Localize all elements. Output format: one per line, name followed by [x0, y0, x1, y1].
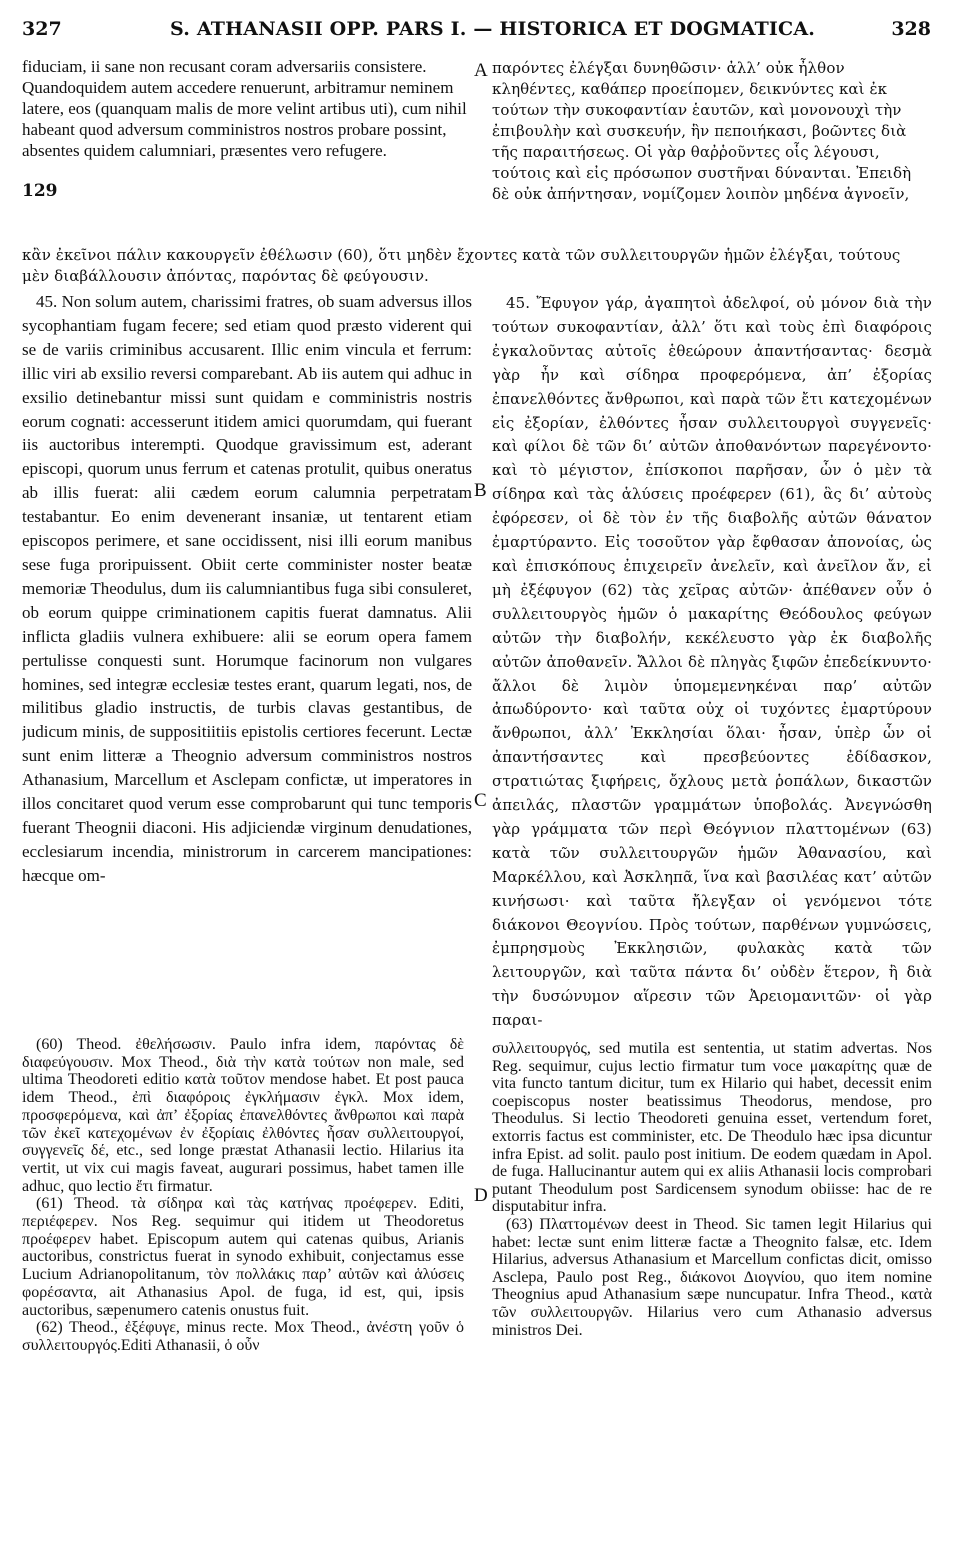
- footnote: (61) Theod. τὰ σίδηρα καὶ τὰς κατήνας προέφερεν. Editi, περιέφερεν. Nos Reg. sequimur qui itidem ut Theodoretus προέφερεν habet. Episcopum autem qui catenas quibus, Arianis auctoribus, constrictus fuerat in synodo exhibuit, conjectamus esse Lucium Adrianopolitanum, τὸν πολλάκις παρ’ αὐτῶν καὶ ἁλύσεις φορέσαντα, ait Athanasius Apol. de fuga, id est, qui, ipsis auctoribus, sæpenumero catenis onustus fuit.: [22, 1195, 464, 1319]
- footnotes-left: [22, 1036, 464, 1355]
- line-number: 129: [22, 181, 58, 201]
- greek-paragraph: κἂν ἐκεῖνοι πάλιν κακουργεῖν ἐθέλωσιν (60), ὅτι μηδὲν ἔχοντες κατὰ τῶν συλλειτουργῶν ἡμῶν ἐλέγξαι, τούτους μὲν διαβάλλουσιν ἀπόντας, παρόντας δὲ φεύγουσιν.: [22, 246, 901, 285]
- margin-marker-c: C: [474, 790, 487, 811]
- latin-text-top: [22, 56, 472, 161]
- latin-paragraph: fiduciam, ii sane non recusant coram adversariis consistere. Quandoquidem autem accedere renuerunt, arbitramur neminem latere, eos (quanquam malis de more velint artibus uti), cum nihil habeant quod adversum comministros nostros probare possint, absentes quidem calumniari, præsentes vero refugere.: [22, 57, 467, 160]
- margin-marker-d: D: [474, 1185, 488, 1206]
- margin-marker-a: A: [474, 60, 488, 81]
- greek-spanning-lines: [22, 245, 932, 287]
- page-number-left: 327: [22, 18, 62, 40]
- greek-paragraph: 45. Ἔφυγον γάρ, ἀγαπητοὶ ἀδελφοί, οὐ μόνον διὰ τὴν τούτων συκοφαντίαν, ἀλλ’ ὅτι καὶ τοὺς ἐπὶ διαφόροις ἐγκαλοῦντας αὐτοῖς ἑθεώρουν ἀπαντήσαντας· δεσμὰ γὰρ ἦν καὶ σίδηρα προφερόμενα, ἀπ’ ἐξορίας ἐπανελθόντες ἄνθρωποι, καὶ παρὰ τῶν ἔτι κατεχομένων εἰς ἐξορίαν, ἐλθόντες ἦσαν συλλειτουργοὶ συγγενεῖς· καὶ φίλοι δὲ τῶν δι’ αὐτῶν ἀποθανόντων παρεγένοντο· καὶ τὸ μέγιστον, ἐπίσκοποι παρῆσαν, ὧν ὁ μὲν τὰ σίδηρα καὶ τὰς ἁλύσεις προέφερεν (61), ἃς δι’ αὐτοὺς ἐφόρεσεν, οἱ δὲ τὸν ἐν τῆς διαβολῆς αὐτῶν θάνατον ἐμαρτύραντο. Εἰς τοσοῦτον γὰρ ἔφθασαν ἀπονοίας, ὡς καὶ ἐπισκόπους ἐπιχειρεῖν ἀνελεῖν, καὶ ἀνεῖλον ἄν, εἰ μὴ ἐξέφυγον (62) τὰς χεῖρας αὐτῶν· ἀπέθανεν οὖν ὁ συλλειτουργὸς ἡμῶν ὁ μακαρίτης Θεόδουλος φεύγων αὐτῶν τὴν διαβολήν, κεκέλευστο γὰρ ἐκ διαβολῆς αὐτῶν ἀποθανεῖν. Ἄλλοι δὲ πληγὰς ξιφῶν ἐπεδείκνυντο· ἄλλοι δὲ λιμὸν ὑπομεμενηκέναι παρ’ αὐτῶν ἀπωδύροντο· καὶ ταῦτα οὐχ οἱ τυχόντες ἐμαρτύρουν ἄνθρωποι, ἀλλ’ Ἐκκλησίαι ὅλαι· ἦσαν, ὑπὲρ ὧν οἱ ἀπαντήσαντες καὶ πρεσβεύοντες ἐδίδασκον, στρατιώτας ξιφήρεις, ὄχλους μετὰ ῥοπάλων, δικαστῶν ἀπειλάς, πλαστῶν γραμμάτων ὑποβολάς. Ἀνεγνώσθη γὰρ γράμματα τῶν περὶ Θεόγνιον πλαττομένων (63) κατὰ τῶν συλλειτουργῶν ἡμῶν Ἀθανασίου, καὶ Μαρκέλλου, καὶ Ἀσκληπᾶ, ἵνα καὶ βασιλέας κατ’ αὐτῶν κινήσωσι· καὶ ταῦτα ἤλεγξαν οἱ γενόμενοι τότε διάκονοι Θεογνίου. Πρὸς τούτων, παρθένων γυμνώσεις, ἐμπρησμοὺς Ἐκκλησιῶν, φυλακὰς κατὰ τῶν λειτουργῶν, καὶ ταῦτα πάντα δι’ οὐδὲν ἕτερον, ἢ διὰ τὴν δυσώνυμον αἵρεσιν τῶν Ἀρειομανιτῶν· οἱ γὰρ παραι-: [492, 294, 932, 1030]
- latin-paragraph: 45. Non solum autem, charissimi fratres, ob suam adversus illos sycophantiam fugam fecere; sed etiam quod præsto viderent qui se de variis criminibus accusarent. Illic enim vincula et ferrum: illic viri ab exsilio reversi comparebant. Ab iis autem qui adhuc in exsilio detinebantur missi sunt quidam e comministris nostris eorum cognati: accesserunt itidem amici quorumdam, qui fuerant iis auctoribus interempti. Quodque gravissimum est, aderant episcopi, quorum unus ferrum et catenas protulit, quibus oneratus ab illis fuerat: alii cædem eorum calumnia perpetratam testabantur. Eo enim devenerant insaniæ, ut tentarent etiam episcopos perimere, et sane occidissent, nisi illi eorum manibus sese fuga proripuissent. Obiit certe comminister noster beatæ memoriæ Theodulus, dum iis calumniantibus fuga sibi consuleret, ob eorum quippe criminationem capitis fuerat damnatus. Alii inflicta gladiis vulnera exhibuere: alii se eorum opera famem pertulisse conquesti sunt. Horumque facinorum non vulgares homines, sed integræ ecclesiæ testes erant, quarum legati, nos, de militibus gladio instructis, de turbis clavas gestantibus, de judicum minis, de suppositiitiis epistolis certiores fecerunt. Lectæ sunt enim litteræ a Theognio adversum comministros nostros Athanasium, Marcellum et Asclepam confictæ, ut imperatores in illos concitaret quod verum esse comprobarunt qui tunc temporis fuerant Theognii diaconi. His adjiciendæ virginum denudationes, ecclesiarum incendia, ministrorum in carcerem mancipationes: hæcque om-: [22, 292, 472, 885]
- latin-text-main: [22, 290, 472, 888]
- page-number-right: 328: [891, 18, 931, 40]
- footnote: συλλειτουργός, sed mutila est sententia, ut statim advertas. Nos Reg. sequimur, cujus lectio firmatur tum voce μακαρίτης quæ de vita functo tantum dicitur, tum ex Hilario qui habet, decessit enim coepiscopus noster beatissimus Theodorus, mendose, pro Theodulus. Si lectio Theodoreti genuina esset, vertendum foret, extorris factus est comminister, etc. De Theodulo hæc ipsa dicuntur infra Epist. ad solit. paulo post initium. De eodem quædam in Apol. de fuga. Hallucinantur autem qui ex aliis Athanasii locis comprobari putant Theodulum post Sardicensem synodum obiisse: hac de re disputabitur infra.: [492, 1040, 932, 1216]
- page-header: [22, 18, 931, 44]
- margin-marker-b: B: [474, 480, 487, 501]
- greek-text-top: [492, 58, 932, 205]
- greek-paragraph: παρόντες ἐλέγξαι δυνηθῶσιν· ἀλλ’ οὐκ ἦλθον κληθέντες, καθάπερ προείπομεν, δεικνύντες καὶ ἐκ τούτων τὴν συκοφαντίαν ἑαυτῶν, καὶ μονονουχὶ τὴν ἐπιβουλὴν καὶ συσκευήν, ἣν πεποιήκασι, βοῶντες διὰ τῆς παραιτήσεως. Οἱ γὰρ θαῤῥοῦντες οἷς λέγουσι, τούτοις καὶ εἰς πρόσωπον συστῆναι δύνανται. Ἐπειδὴ δὲ οὐκ ἀπήντησαν, νομίζομεν λοιπὸν μηδένα ἀγνοεῖν,: [492, 59, 912, 203]
- footnotes-right: [492, 1040, 932, 1339]
- footnote: (60) Theod. ἐθελήσωσιν. Paulo infra idem, παρόντας δὲ διαφεύγουσιν. Mox Theod., διὰ τὴν κατὰ τούτων non male, sed ultima Theodoreti editio κατὰ τοῦτον mendose habet. Et post pauca idem Theod., ἐπὶ διαφόροις ἐγκλήμασιν ἐγκλ. Mox idem, προσφερόμενα, καὶ ἀπ’ ἐξορίας ἐπανελθόντες ἄνθρωποι καὶ παρὰ τῶν ἐκεῖ κατεχομένων ἐν ἐξορίαις ἐλθόντες ἦσαν συλλειτουργοί, συγγενεῖς δέ, etc., sed longe præstat Athanasii lectio. Hilarius ita vertit, ut vix cui magis faveat, augurari possimus, habet tamen ille adhuc, quo lectio ἔτι firmatur.: [22, 1036, 464, 1195]
- footnote: (63) Πλαττομένων deest in Theod. Sic tamen legit Hilarius qui habet: lectæ sunt enim litteræ factæ a Theognito falsæ, etc. Idem Hilarius, adversus Athanasium et Marcellum confictas dicit, omisso Asclepa, Paulo post Reg., διάκονοι Διογνίου, quo item nomine Theognius apud Athanasium sæpe nuncupatur. Infra Theod., κατὰ τῶν συλλειτουργῶν. Hilarius vero cum Athanasio adversus ministros Dei.: [492, 1215, 932, 1339]
- footnote: (62) Theod., ἐξέφυγε, minus recte. Mox Theod., ἀνέστη γοῦν ὁ συλλειτουργός.Editi Athanasii, ὁ οὖν: [22, 1319, 464, 1354]
- greek-text-main: [492, 292, 932, 1033]
- running-title: S. ATHANASII OPP. PARS I. — HISTORICA ET DOGMATICA.: [170, 18, 816, 40]
